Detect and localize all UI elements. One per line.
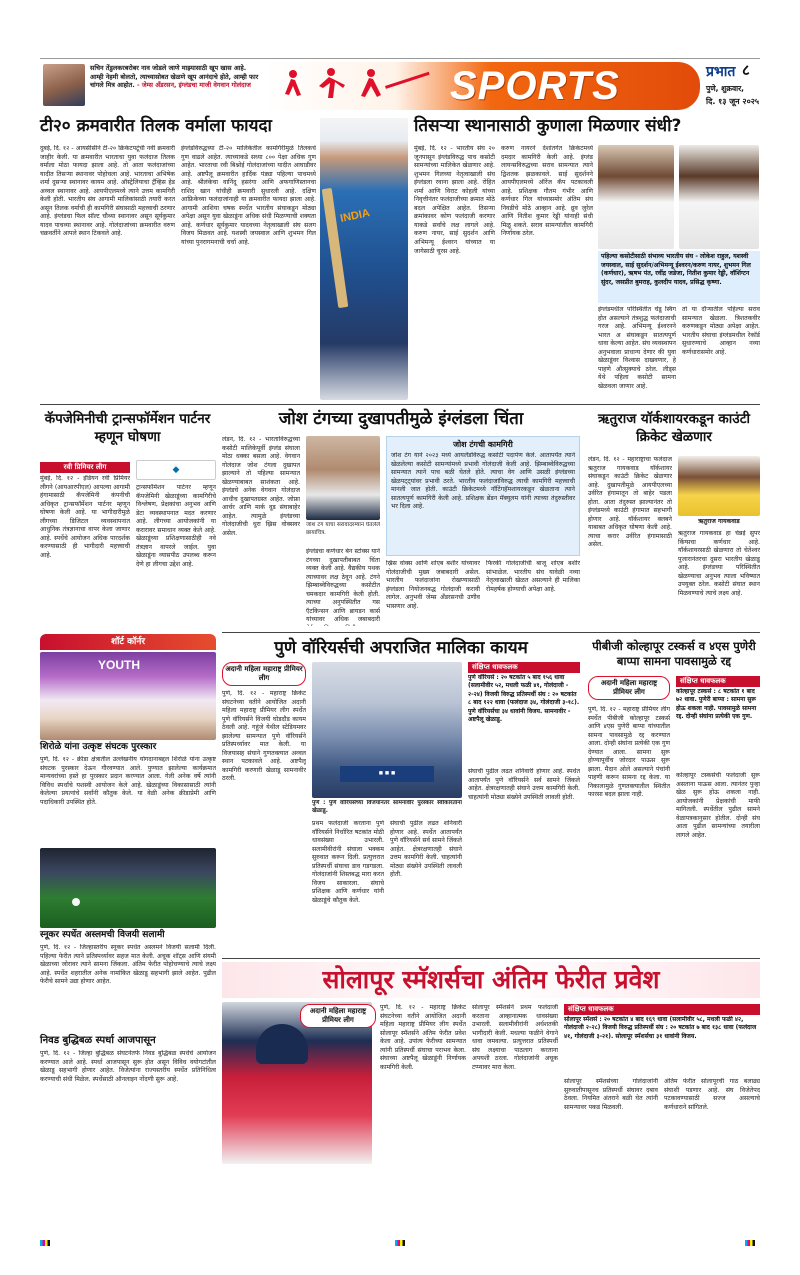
county-col2: ऋतुराज गायकवाड हा चेन्नई सुपर किंग्सचा कर्णधार आहे. यॉर्कशायरसाठी खेळणारा तो चेतेश्वर पुजारानंतरचा दुसरा भारतीय खेळाडू आहे. इंग्लंडच्या परिस्थितीत खेळण्याचा अनुभव त्याला भविष्यात उपयुक्त ठरेल. कसोटी संघात स्थान मिळवण्याचे त्याचे लक्ष्य आहे. (678, 530, 760, 597)
county-caption: ऋतुराज गायकवाड (698, 518, 740, 525)
headline-warriors: पुणे वॉरियर्सची अपराजित मालिका कायम (274, 638, 528, 658)
snooker-photo (40, 848, 216, 928)
third-col2: करुण नायरने देशांतर्गत क्रिकेटमध्ये दमदार कामगिरी केली आहे. इंग्लंड लायन्सविरुद्धच्या सराव सामन्यात त्याने द्विशतक झळकावले. साई सुदर्शनने आयपीएलमध्ये ऑरेंज कॅप पटकावली आहे. प्रशिक्षक गौतम गंभीर आणि कर्णधार गिल यांच्यासमोर अंतिम संघ निवडीचे मोठे आव्हान आहे. ध्रुव जुरेल आणि नितीश कुमार रेड्डी यांनाही संधी मिळू शकते. सराव सामन्यांतील कामगिरी निर्णायक ठरेल. (501, 145, 593, 238)
sports-banner (265, 62, 700, 110)
chess-text: पुणे, दि. १२ - जिल्हा बुद्धिबळ संघटनेतर्फे निवड बुद्धिबळ स्पर्धेचे आयोजन करण्यात आले आहे. स्पर्धा आजपासून सुरू होत असून विविध वयोगटांतील खेळाडू सहभागी होणार आहेत. विजेत्यांना राज्यस्तरीय स्पर्धेत प्रतिनिधित्व करण्याची संधी मिळेल. स्पर्धेसाठी ऑनलाइन नोंदणी सुरू आहे. (40, 1050, 216, 1083)
page-number: ८ (742, 61, 750, 79)
tongue-col3: ख्रिस वोक्स आणि शोएब बशीर यांच्यावर गोलंदाजीची मुख्य जबाबदारी असेल. भारतीय फलंदाजांना रोखण्यासाठी इंग्लंडला नियोजनबद्ध गोलंदाजी करावी लागेल. अनुभवी जेम्स अँडरसनची उणीव भासणार आहे. (386, 560, 480, 610)
shirole-award-photo (40, 652, 216, 740)
third-col3: इंग्लंडमधील परिस्थितीत चेंडू स्विंग होत असल्याने तंत्रशुद्ध फलंदाजाची गरज आहे. अभिमन्यू ईश्वरनने भारत अ संघाकडून सातत्यपूर्ण धावा केल्या आहेत. संघ व्यवस्थापन अनुभवाला प्राधान्य देणार की युवा खेळाडूंवर विश्वास दाखवणार, हे पाहणे औत्सुक्याचे ठरेल. लीड्स येथे पहिला कसोटी सामना खेळवला जाणार आहे. (598, 306, 676, 390)
print-mark-right (745, 1240, 755, 1246)
warriors-caption: पुणे : पुणे वॉरियर्सच्या विजयानंतर सामनावीर पुरस्कार स्वीकारताना खेळाडू. (312, 800, 462, 814)
tongue-box-text: जोश टंग याने २०२३ मध्ये आयर्लंडविरुद्ध कसोटी पदार्पण केले. आतापर्यंत त्याने खेळलेल्या कसोटी सामन्यांमध्ये प्रभावी गोलंदाजी केली आहे. झिम्बाब्वेविरुद्धच्या सामन्यात त्याने पाच बळी घेतले होते. त्याचा वेग आणि उसळी इंग्लंडच्या खेळपट्ट्यांवर प्रभावी ठरते. भारतीय फलंदाजांविरुद्ध त्याची कामगिरी महत्त्वाची मानली जात होती. काउंटी क्रिकेटमध्ये नॉटिंगहॅमशायरकडून खेळताना त्याने सातत्यपूर्ण कामगिरी केली आहे. प्रशिक्षक ब्रेंडन मॅक्युलम यांनी त्याच्या तंदुरुस्तीवर भर दिला आहे. (391, 452, 575, 511)
paper-name: प्रभात (706, 64, 736, 80)
warriors-col1: पुणे, दि. १२ - महाराष्ट्र क्रिकेट संघटनेच्या वतीने आयोजित अदानी महिला महाराष्ट्र प्रीमियर लीग स्पर्धेत पुणे वॉरियर्सने विजयी घोडदौड कायम ठेवली आहे. गहुंजे येथील स्टेडियमवर झालेल्या सामन्यात पुणे वॉरियर्सने प्रतिस्पर्ध्यावर मात केली. या विजयासह संघाने गुणतक्त्यात अव्वल स्थान पटकावले आहे. अष्टपैलू कामगिरी करणारी खेळाडू सामनावीर ठरली. (222, 690, 306, 783)
section-rule-3 (222, 958, 760, 959)
place-day: पुणे, शुक्रवार, (706, 84, 745, 93)
issue-date: दि. १३ जून २०२५ (706, 97, 760, 106)
headline-solapur: सोलापूर स्मॅशर्सचा अंतिम फेरीत प्रवेश (322, 965, 660, 994)
shortcorner-label: शॉर्ट कॉर्नर (40, 634, 216, 650)
quote-text: सचिन तेंडुलकरबरोबर नाव जोडले जाणे माझ्यासाठी खूप खास आहे. आम्ही नेहमी बोलतो, त्याच्यासोबत खेळणे खूप आनंदाचे होते, आम्ही फार चांगले मित्र आहोत. (90, 64, 259, 90)
capgemini-logo: ◆ (136, 460, 216, 480)
headline-county: ऋतुराज यॉर्कशायरकडून काउंटी क्रिकेट खेळणार (597, 411, 750, 446)
headline-third-place: तिसऱ्या स्थानासाठी कुणाला मिळणार संधी? (414, 116, 682, 136)
warriors-tag: अदानी महिला महाराष्ट्र प्रीमियर लीग (222, 662, 306, 686)
tongue-photo (306, 436, 380, 520)
solapur-col4: सोलापूर स्मॅशर्सच्या गोलंदाजांनी सुरुवातीपासूनच प्रतिस्पर्धी संघावर दबाव ठेवला. नियमित अंतराने बळी घेत त्यांनी सामन्यावर पकड मिळवली. (564, 1078, 658, 1111)
headline-shirole: शिरोळे यांना उत्कृष्ट संघटक पुरस्कार (40, 742, 157, 752)
stage-banner-text: YOUTH (98, 658, 140, 672)
print-mark-center (395, 1240, 405, 1246)
capgemini-col2: ट्रान्सफॉर्मेशन पार्टनर म्हणून कॅपजेमिनी खेळाडूंच्या कामगिरीचे विश्लेषण, प्रेक्षकांचा अनुभव आणि डेटा व्यवस्थापनात मदत करणार आहे. लीगच्या आयोजकांनी या करारावर समाधान व्यक्त केले आहे. खेळाडूंच्या प्रशिक्षणासाठीही नवे तंत्रज्ञान वापरले जाईल. युवा खेळाडूंना व्यासपीठ उपलब्ध करून देणे हा लीगचा उद्देश आहे. (136, 484, 216, 568)
sai-sudharsan-photo (679, 145, 759, 249)
solapur-tag: अदानी महिला महाराष्ट्र प्रीमियर लीग (300, 1004, 376, 1028)
third-col1: मुंबई, दि. १२ - भारतीय संघ २० जूनपासून इंग्लंडविरुद्ध पाच कसोटी सामन्यांच्या मालिकेत खेळणार आहे. शुभमन गिलच्या नेतृत्वाखाली संघ इंग्लंडला रवाना झाला आहे. रोहित शर्मा आणि विराट कोहली यांच्या निवृत्तीनंतर फलंदाजीच्या क्रमात मोठे बदल अपेक्षित आहेत. तिसऱ्या क्रमांकावर कोण फलंदाजी करणार याकडे सर्वांचे लक्ष लागले आहे. करुण नायर, साई सुदर्शन आणि अभिमन्यू ईश्वरन यांच्यात या जागेसाठी चुरस आहे. (414, 145, 495, 255)
athletes-silhouette-icon (273, 66, 443, 106)
section-rule-2 (222, 632, 760, 633)
tilak-jersey-text: INDIA (339, 207, 371, 225)
warriors-scorebox-title: संक्षिप्त धावफलक (468, 662, 580, 673)
tongue-box (386, 436, 580, 556)
bat-shape (322, 188, 349, 308)
print-mark-left (40, 1240, 50, 1246)
warriors-col4: संघाची पुढील लढत शनिवारी होणार आहे. स्पर्धेत आतापर्यंत पुणे वॉरियर्सने सर्व सामने जिंकले आहेत. क्षेत्ररक्षणातही संघाने उत्तम कामगिरी केली. चाहत्यांनी मोठ्या संख्येने उपस्थिती लावली होती. (468, 768, 580, 801)
third-caption: पहिल्या कसोटीसाठी संभाव्य भारतीय संघ - लोकेश राहुल, यशस्वी जयस्वाल, साई सुदर्शन/अभिमन्यू ईश्वरन/करुण नायर, शुभमन गिल (कर्णधार), ऋषभ पंत, रवींद्र जडेजा, नितीश कुमार रेड्डी, वॉशिंग्टन सुंदर, जसप्रीत बुमराह, कुलदीप यादव, प्रसिद्ध कृष्णा. (598, 251, 760, 303)
headline-t20: टी२० क्रमवारीत तिलक वर्माला फायदा (40, 116, 272, 136)
headline-capgemini: कॅपजेमिनीची ट्रान्सफॉर्मेशन पार्टनर म्हणून घोषणा (44, 411, 211, 446)
kolhapur-col1: पुणे, दि. १२ - महाराष्ट्र प्रीमियर लीग स्पर्धेत पीबीजी कोल्हापूर टस्कर्स आणि ४एस पुणेरी बाप्पा यांच्यातील सामना पावसामुळे रद्द करण्यात आला. दोन्ही संघांना प्रत्येकी एक गुण देण्यात आला. सामना सुरू होण्यापूर्वीच जोरदार पाऊस सुरू झाला. मैदान ओले असल्याने पंचांनी पाहणी करून सामना रद्द केला. या निकालामुळे गुणतक्त्यातील स्थितीत फारसा बदल झाला नाही. (588, 706, 670, 799)
solapur-scorebox-text: सोलापूर स्मॅशर्स : २० षटकांत ४ बाद १६९ धावा (सलामीवीर ५८, मधली फळी ४२, गोलंदाजी २-२८) विजयी विरुद्ध प्रतिस्पर्धी संघ : २० षटकांत ७ बाद १३८ धावा (फलंदाज ४१, गोलंदाजी ३-२१). सोलापूर स्मॅशर्सचा ३१ धावांनी विजय. (564, 1016, 757, 1040)
county-col1: लंडन, दि. १२ - महाराष्ट्राचा फलंदाज ऋतुराज गायकवाड यॉर्कशायर संघाकडून काउंटी क्रिकेट खेळणार आहे. दुखापतीमुळे आयपीएलच्या उर्वरित हंगामातून तो बाहेर पडला होता. आता तंदुरुस्त झाल्यानंतर तो इंग्लंडमध्ये काउंटी हंगामात सहभागी होणार आहे. यॉर्कशायर क्लबने याबाबत अधिकृत घोषणा केली आहे. त्याचा करार उर्वरित हंगामासाठी असेल. (588, 456, 672, 549)
masthead-quote (90, 64, 260, 90)
headline-snooker: स्नूकर स्पर्धेत अस्लमची विजयी सलामी (40, 930, 165, 940)
helmet-shape (256, 1024, 308, 1064)
kolhapur-col2: कोल्हापूर टस्कर्सची फलंदाजी सुरू असताना पाऊस आला. त्यानंतर पुन्हा खेळ सुरू होऊ शकला नाही. आयोजकांनी प्रेक्षकांची माफी मागितली. स्पर्धेतील पुढील सामने वेळापत्रकानुसार होतील. दोन्ही संघ आता पुढील सामन्यांच्या तयारीला लागले आहेत. (676, 772, 760, 839)
tongue-caption: जोश टंग याचा सरावादरम्यान घेतलेले छायाचित्र. (306, 522, 380, 536)
snooker-text: पुणे, दि. १२ - जिल्हास्तरीय स्नूकर स्पर्धेत अस्लमने विजयी सलामी दिली. पहिल्या फेरीत त्याने प्रतिस्पर्ध्यावर सहज मात केली. अचूक शॉट्स आणि संयमी खेळाच्या जोरावर त्याने सामना जिंकला. अंतिम फेरीत पोहोचण्याचे त्याचे लक्ष्य आहे. स्पर्धेत शहरातील अनेक नामांकित खेळाडू सहभागी झाले आहेत. पुढील फेरीचे सामने उद्या होणार आहेत. (40, 944, 216, 986)
warriors-col3: संघाची पुढील लढत शनिवारी होणार आहे. स्पर्धेत आतापर्यंत पुणे वॉरियर्सने सर्व सामने जिंकले आहेत. क्षेत्ररक्षणातही संघाने उत्तम कामगिरी केली. चाहत्यांनी मोठ्या संख्येने उपस्थिती लावली होती. (390, 820, 462, 879)
warriors-scorebox-text: पुणे वॉरियर्स : २० षटकांत ५ बाद १५६ धावा (सलामीवीर ५२, मधली फळी ४१, गोलंदाजी - २-२४) विजयी विरुद्ध प्रतिस्पर्धी संघ : २० षटकांत ८ बाद १२२ धावा (फलंदाज ३४, गोलंदाजी ३-१८). पुणे वॉरियर्सचा ३४ धावांनी विजय. सामनावीर - अष्टपैलू खेळाडू. (468, 674, 580, 723)
anderson-photo (43, 64, 85, 106)
ruturaj-photo (678, 456, 760, 516)
kolhapur-scorebox-text: कोल्हापूर टस्कर्स : ८ षटकांत १ बाद ७२ धावा. पुणेरी बाप्पा : सामना सुरू होऊ शकला नाही. पावसामुळे सामना रद्द. दोन्ही संघांना प्रत्येकी एक गुण. (676, 688, 757, 721)
tongue-box-title: जोश टंगची कामगिरी (453, 440, 513, 449)
pom-board: ■ ■ ■ (340, 766, 434, 782)
tongue-col2: इंग्लंडचा कर्णधार बेन स्टोक्स याने टंगच्या दुखापतीबाबत चिंता व्यक्त केली आहे. वैद्यकीय पथक त्याच्यावर लक्ष ठेवून आहे. टंगने झिम्बाब्वेविरुद्धच्या कसोटीत चमकदार कामगिरी केली होती. त्याच्या अनुपस्थितीत गस ऍटकिन्सन आणि ब्रायडन कार्स यांच्यावर अधिक जबाबदारी (306, 548, 380, 624)
third-col4: तो या दौऱ्यातील पहिल्या सराव सामन्यात खेळला. त्रिशतकवीर करुणकडून मोठ्या अपेक्षा आहेत. भारतीय संघाचा इंग्लंडमधील रेकॉर्ड सुधारण्याचे आव्हान नव्या कर्णधारासमोर आहे. (682, 306, 760, 356)
tilak-photo (320, 118, 408, 400)
karun-nair-photo (598, 145, 674, 249)
t20-col1: दुबई, दि. १२ - आयसीसीने टी-२० क्रिकेटपटूंची नवी क्रमवारी जाहीर केली. या क्रमवारीत भारताचा युवा फलंदाज तिलक वर्माला मोठा फायदा झाला आहे. तो आता फलंदाजांच्या यादीत तिसऱ्या स्थानावर पोहोचला आहे. भारताचा अभिषेक शर्मा दुसऱ्या स्थानावर कायम आहे. ऑस्ट्रेलियाचा ट्रॅव्हिस हेड अव्वल स्थानावर आहे. आयपीएलमध्ये त्याने उत्तम कामगिरी केली होती. भारतीय संघ आगामी मालिकांसाठी तयारी करत असून तिलक वर्माची ही कामगिरी संघासाठी महत्त्वाची ठरणार आहे. इंग्लंडचा फिल सॉल्ट चौथ्या स्थानावर असून सूर्यकुमार यादव पाचव्या स्थानावर आहे. गोलंदाजांच्या क्रमवारीत वरुण चक्रवर्तीने आपले स्थान टिकवले आहे. (40, 145, 175, 238)
kolhapur-tag: अदानी महिला महाराष्ट्र प्रीमियर लीग (588, 676, 670, 700)
section-rule-1 (40, 404, 760, 405)
kolhapur-scorebox-title: संक्षिप्त धावफलक (676, 676, 760, 687)
snooker-ball (72, 898, 80, 906)
quote-author: - जेम्स अँडरसन, इंग्लंडचा माजी वेगवान गोलंदाज (136, 81, 251, 90)
headline-chess: निवड बुद्धिबळ स्पर्धा आजपासून (40, 1035, 156, 1046)
solapur-col2: सोलापूर स्मॅशर्सने प्रथम फलंदाजी करताना आव्हानात्मक धावसंख्या उभारली. सलामीवीरांनी अर्धशतकी भागीदारी केली. मधल्या फळीने वेगाने धावा जमवल्या. प्रत्युत्तरात प्रतिस्पर्धी संघ लक्ष्याचा पाठलाग करताना अपयशी ठरला. गोलंदाजांनी अचूक टप्प्यावर मारा केला. (472, 1004, 558, 1071)
headline-kolhapur: पीबीजी कोल्हापूर टस्कर्स व ४एस पुणेरी बाप्पा सामना पावसामुळे रद्द (592, 639, 756, 668)
solapur-scorebox-title: संक्षिप्त धावफलक (564, 1004, 760, 1015)
tongue-col1: लंडन, दि. १२ - भारताविरुद्धच्या कसोटी मालिकेपूर्वी इंग्लंड संघाला मोठा धक्का बसला आहे. वेगवान गोलंदाज जोश टंगला दुखापत झाल्याने तो पहिल्या सामन्यात खेळण्याबाबत साशंकता आहे. इंग्लंडचे अनेक वेगवान गोलंदाज आधीच दुखापतग्रस्त आहेत. जोफ्रा आर्चर आणि मार्क वूड संघाबाहेर आहेत. त्यामुळे इंग्लंडच्या गोलंदाजीची धुरा ख्रिस वोक्सवर असेल. (222, 436, 300, 538)
headline-tongue: जोश टंगच्या दुखापतीमुळे इंग्लंडला चिंता (278, 409, 524, 429)
solapur-col5: अंतिम फेरीत सोलापूरची गाठ बलाढ्य संघाशी पडणार आहे. संघ विजेतेपद पटकावण्यासाठी सज्ज असल्याचे कर्णधाराने सांगितले. (664, 1078, 760, 1111)
tongue-col4: फिरकी गोलंदाजीची बाजू शोएब बशीर सांभाळेल. भारतीय संघ यावेळी नव्या नेतृत्वाखाली खेळत असल्याने ही मालिका रोमहर्षक होण्याची अपेक्षा आहे. (486, 560, 580, 593)
t20-col2: इंग्लंडविरुद्धच्या टी-२० मालिकेतील कामगिरीमुळे तिलकचे गुण वाढले आहेत. त्याच्याकडे सध्या ८०० पेक्षा अधिक गुण आहेत. भारताचा रवी बिश्नोई गोलंदाजांच्या यादीत आघाडीवर आहे. अष्टपैलू क्रमवारीत हार्दिक पंड्या पहिल्या पाचमध्ये आहे. श्रीलंकेचा वानिंदू हसरंगा आणि अफगाणिस्तानचा राशिद खान यांचीही क्रमवारी सुधारली आहे. दक्षिण आफ्रिकेच्या फलंदाजांनाही या क्रमवारीत फायदा झाला आहे. आगामी आशिया चषक स्पर्धेत भारतीय संघाकडून मोठ्या अपेक्षा असून युवा खेळाडूंना अधिक संधी मिळण्याची शक्यता आहे. कर्णधार सूर्यकुमार यादवच्या नेतृत्वाखाली संघ सलग विजय मिळवत आहे. यशस्वी जयस्वाल आणि शुभमन गिल यांच्या पुनरागमनाची चर्चा आहे. (181, 145, 316, 247)
shirole-text: पुणे, दि. १२ - क्रीडा क्षेत्रातील उल्लेखनीय योगदानाबद्दल शिरोळे यांना उत्कृष्ट संघटक पुरस्कार देऊन गौरवण्यात आले. पुण्यात झालेल्या कार्यक्रमात मान्यवरांच्या हस्ते हा पुरस्कार प्रदान करण्यात आला. गेली अनेक वर्षे त्यांनी विविध स्पर्धांचे यशस्वी आयोजन केले आहे. खेळाडूंच्या विकासासाठी त्यांनी केलेल्या प्रयत्नांचे सर्वांनी कौतुक केले. या वेळी अनेक क्रीडाप्रेमी आणि पदाधिकारी उपस्थित होते. (40, 756, 216, 806)
top-rule (40, 58, 760, 59)
capgemini-tag: रवी प्रिमियर लीग (40, 462, 130, 473)
warriors-col2: प्रथम फलंदाजी करताना पुणे वॉरियर्सने निर्धारित षटकांत मोठी धावसंख्या उभारली. सलामीवीरांनी संघाला भक्कम सुरुवात करून दिली. प्रत्युत्तरात प्रतिस्पर्धी संघाचा डाव गडगडला. गोलंदाजांनी शिस्तबद्ध मारा करत विजय साकारला. संघाचे प्रशिक्षक आणि कर्णधार यांनी खेळाडूंचे कौतुक केले. (312, 820, 384, 904)
sports-title: SPORTS (450, 64, 620, 108)
capgemini-col1: मुंबई, दि. १२ - इंडियन रवी प्रिमियर लीगने (आयआरपीएल) आपल्या आगामी हंगामासाठी कॅपजेमिनी कंपनीची अधिकृत ट्रान्सफॉर्मेशन पार्टनर म्हणून घोषणा केली आहे. या भागीदारीमुळे लीगच्या डिजिटल व्यवस्थापनात आधुनिक तंत्रज्ञानाचा वापर केला जाणार आहे. स्पर्धेचे आयोजन अधिक पारदर्शक करण्यासाठी ही भागीदारी महत्त्वाची आहे. (40, 475, 130, 559)
solapur-col1: पुणे, दि. १२ - महाराष्ट्र क्रिकेट संघटनेच्या वतीने आयोजित अदानी महिला महाराष्ट्र प्रीमियर लीग स्पर्धेत सोलापूर स्मॅशर्सने अंतिम फेरीत प्रवेश केला आहे. उपांत्य फेरीच्या सामन्यात त्यांनी प्रतिस्पर्धी संघाचा पराभव केला. संघाच्या अष्टपैलू खेळाडूंनी निर्णायक कामगिरी केली. (380, 1004, 466, 1071)
player-of-match-photo (312, 662, 462, 798)
